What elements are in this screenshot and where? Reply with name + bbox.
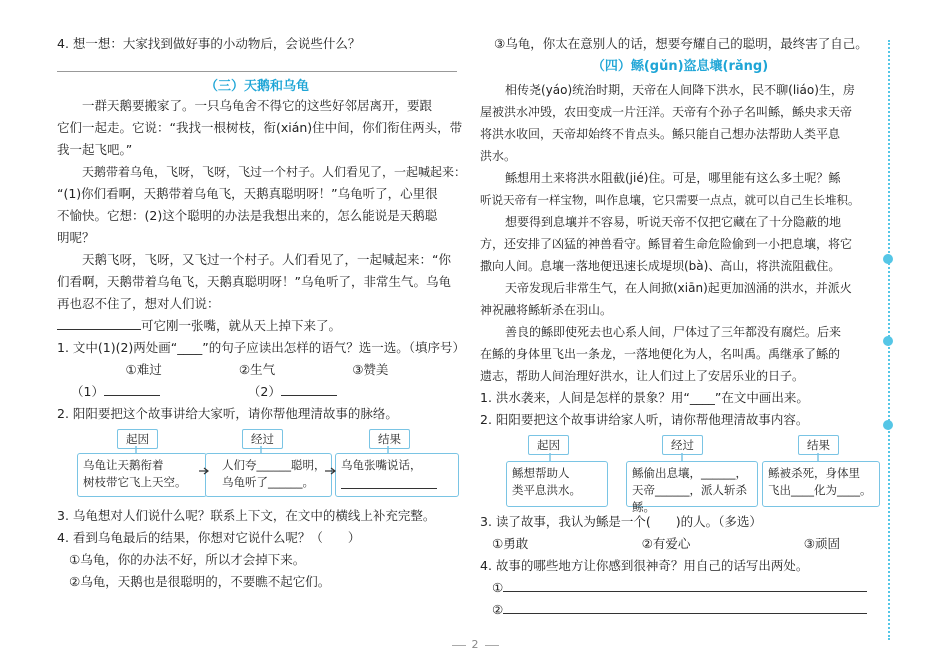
story-line: 在鲧的身体里飞出一条龙，一落地便化为人，名叫禹。禹继承了鲧的 xyxy=(480,347,841,361)
question-4: 4. 故事的哪些地方让你感到很神奇？用自己的话写出两处。 xyxy=(480,558,809,573)
right-column xyxy=(480,30,880,621)
option: ②生气 xyxy=(238,362,276,377)
story-line: 不愉快。它想：(2)这个聪明的办法是我想出来的，怎么能说是天鹅聪 xyxy=(57,208,438,223)
story-line: “(1)你们看啊，天鹅带着乌龟飞，天鹅真聪明呀！”乌龟听了，心里很 xyxy=(57,186,438,201)
story-line: 们看啊，天鹅带着乌龟飞，天鹅真聪明呀！”乌龟听了，非常生气。乌龟 xyxy=(57,274,451,289)
q4-answer-line: ② xyxy=(480,599,880,621)
question-2: 2. 阳阳要把这个故事讲给家人听，请你帮他理清故事内容。 xyxy=(480,412,809,427)
story-line: 洪水。 xyxy=(480,149,517,163)
q4-answer-line: ① xyxy=(480,577,880,599)
option: ①勇敢 xyxy=(492,536,529,551)
flow-label-start: 起因 xyxy=(117,429,158,449)
story-line: 它们一起走。它说：“我找一根树枝，衔(xián)住中间，你们衔住两头，带 xyxy=(57,120,463,135)
section-title-bar xyxy=(57,69,457,95)
question-2: 2. 阳阳要把这个故事讲给大家听，请你帮他理清故事的脉络。 xyxy=(57,406,398,421)
page-number: 2 xyxy=(471,638,479,651)
section-title: （三）天鹅和乌龟 xyxy=(204,79,309,94)
question-3: 3. 读了故事，我认为鲧是一个( )的人。（多选） xyxy=(480,514,762,529)
flow-arrows xyxy=(480,435,880,511)
page-footer xyxy=(0,638,950,651)
answer-blank[interactable] xyxy=(281,381,337,396)
story-line: 撒向人间。息壤一落地便迅速长成堤坝(bà)、高山，将洪流阻截住。 xyxy=(480,259,841,273)
q4-option: ③乌龟，你太在意别人的话，想要夸耀自己的聪明，最终害了自己。 xyxy=(494,36,868,51)
q1-options xyxy=(57,359,457,381)
option: ③赞美 xyxy=(352,362,389,377)
story-line: 再也忍不住了，想对人们说： xyxy=(57,296,220,311)
story-line: 屋被洪水冲毁，农田变成一片汪洋。天帝有个孙子名叫鲧，鲧央求天帝 xyxy=(480,105,853,119)
q1-answers: （1） （2） xyxy=(57,381,457,403)
left-column xyxy=(57,30,467,593)
story-flow-diagram xyxy=(480,435,880,514)
question-4: 4. 看到乌龟最后的结果，你想对它说什么呢？（ ） xyxy=(57,530,361,545)
story-line: 想要得到息壤并不容易，听说天帝不仅把它藏在了十分隐蔽的地 xyxy=(505,215,842,229)
answer-line[interactable] xyxy=(503,599,867,614)
q4-option: ②乌龟，天鹅也是很聪明的，不要瞧不起它们。 xyxy=(69,574,331,589)
story-line: 明呢？ xyxy=(57,230,95,245)
answer-line[interactable] xyxy=(503,577,867,592)
flow-label-start: 起因 xyxy=(528,435,569,455)
separator-dot xyxy=(883,336,893,346)
story-line: 将洪水收回，天帝却始终不肯点头。鲧只能自己想办法帮助人类平息 xyxy=(480,127,841,141)
question-3: 3. 乌龟想对人们说什么呢？联系上下文，在文中的横线上补充完整。 xyxy=(57,508,436,523)
story-line-blank: 可它刚一张嘴，就从天上掉下来了。 xyxy=(57,315,457,337)
story-line: 天帝发现后非常生气，在人间掀(xiān)起更加汹涌的洪水，并派火 xyxy=(505,281,852,295)
answer-blank[interactable] xyxy=(104,381,160,396)
option: ②有爱心 xyxy=(641,536,691,551)
story-flow-diagram xyxy=(57,429,457,501)
story-line: 方，还安排了凶猛的神兽看守。鲧冒着生命危险偷到一小把息壤，将它 xyxy=(480,237,853,251)
flow-box-start: 乌龟让天鹅衔着 树枝带它飞上天空。 xyxy=(77,453,207,497)
story-line: 神祝融将鲧斩杀在羽山。 xyxy=(480,303,613,317)
flow-arrows xyxy=(57,429,457,501)
question-4-top: 4. 想一想：大家找到做好事的小动物后，会说些什么？ xyxy=(57,36,361,51)
story-line: 善良的鲧即使死去也心系人间，尸体过了三年都没有腐烂。后来 xyxy=(505,325,842,339)
flow-box-end: 乌龟张嘴说话， xyxy=(335,453,459,497)
section-title: （四）鲧(gǔn)盗息壤(rǎng) xyxy=(591,59,769,74)
flow-box-start: 鲧想帮助人 类平息洪水。 xyxy=(506,461,608,507)
separator-dot xyxy=(883,254,893,264)
flow-box-middle: 人们夸______聪明， 乌龟听了______。 xyxy=(205,453,332,497)
question-1: 1. 洪水袭来，人间是怎样的景象？用“____”在文中画出来。 xyxy=(480,390,809,405)
flow-box-middle: 鲧偷出息壤，______， 天帝______，派人斩杀鲧。 xyxy=(626,461,758,507)
answer-blank[interactable] xyxy=(57,315,141,330)
flow-box-end: 鲧被杀死，身体里 飞出____化为____。 xyxy=(762,461,880,507)
flow-label-middle: 经过 xyxy=(662,435,703,455)
option: ③顽固 xyxy=(803,536,840,551)
flow-label-end: 结果 xyxy=(369,429,410,449)
story-line: 一群天鹅要搬家了。一只乌龟舍不得它的这些好邻居离开，要跟 xyxy=(82,98,433,113)
question-1: 1. 文中(1)(2)两处画“____”的句子应读出怎样的语气？选一选。（填序号） xyxy=(57,340,466,355)
q4-option: ①乌龟，你的办法不好，所以才会掉下来。 xyxy=(69,552,306,567)
separator-dot xyxy=(883,420,893,430)
story-line: 我一起飞吧。” xyxy=(57,142,133,157)
q3-options xyxy=(480,533,880,555)
option: ①难过 xyxy=(125,362,162,377)
divider xyxy=(57,71,457,72)
flow-label-middle: 经过 xyxy=(242,429,283,449)
story-line: 天鹅飞呀，飞呀，又飞过一个村子。人们看见了，一起喊起来：“你 xyxy=(82,252,451,267)
flow-label-end: 结果 xyxy=(798,435,839,455)
story-line: 听说天帝有一样宝物，叫作息壤，它只需要一点点，就可以自己生长堆积。 xyxy=(480,193,860,207)
story-line: 相传尧(yáo)统治时期，天帝在人间降下洪水，民不聊(liáo)生，房 xyxy=(505,83,855,97)
story-line: 遗志，帮助人间治理好洪水，让人们过上了安居乐业的日子。 xyxy=(480,369,805,383)
story-line: 天鹅带着乌龟，飞呀，飞呀，飞过一个村子。人们看见了，一起喊起来： xyxy=(82,165,467,179)
story-line: 鲧想用土来将洪水阻截(jié)住。可是，哪里能有这么多土呢？鲧 xyxy=(505,171,841,185)
